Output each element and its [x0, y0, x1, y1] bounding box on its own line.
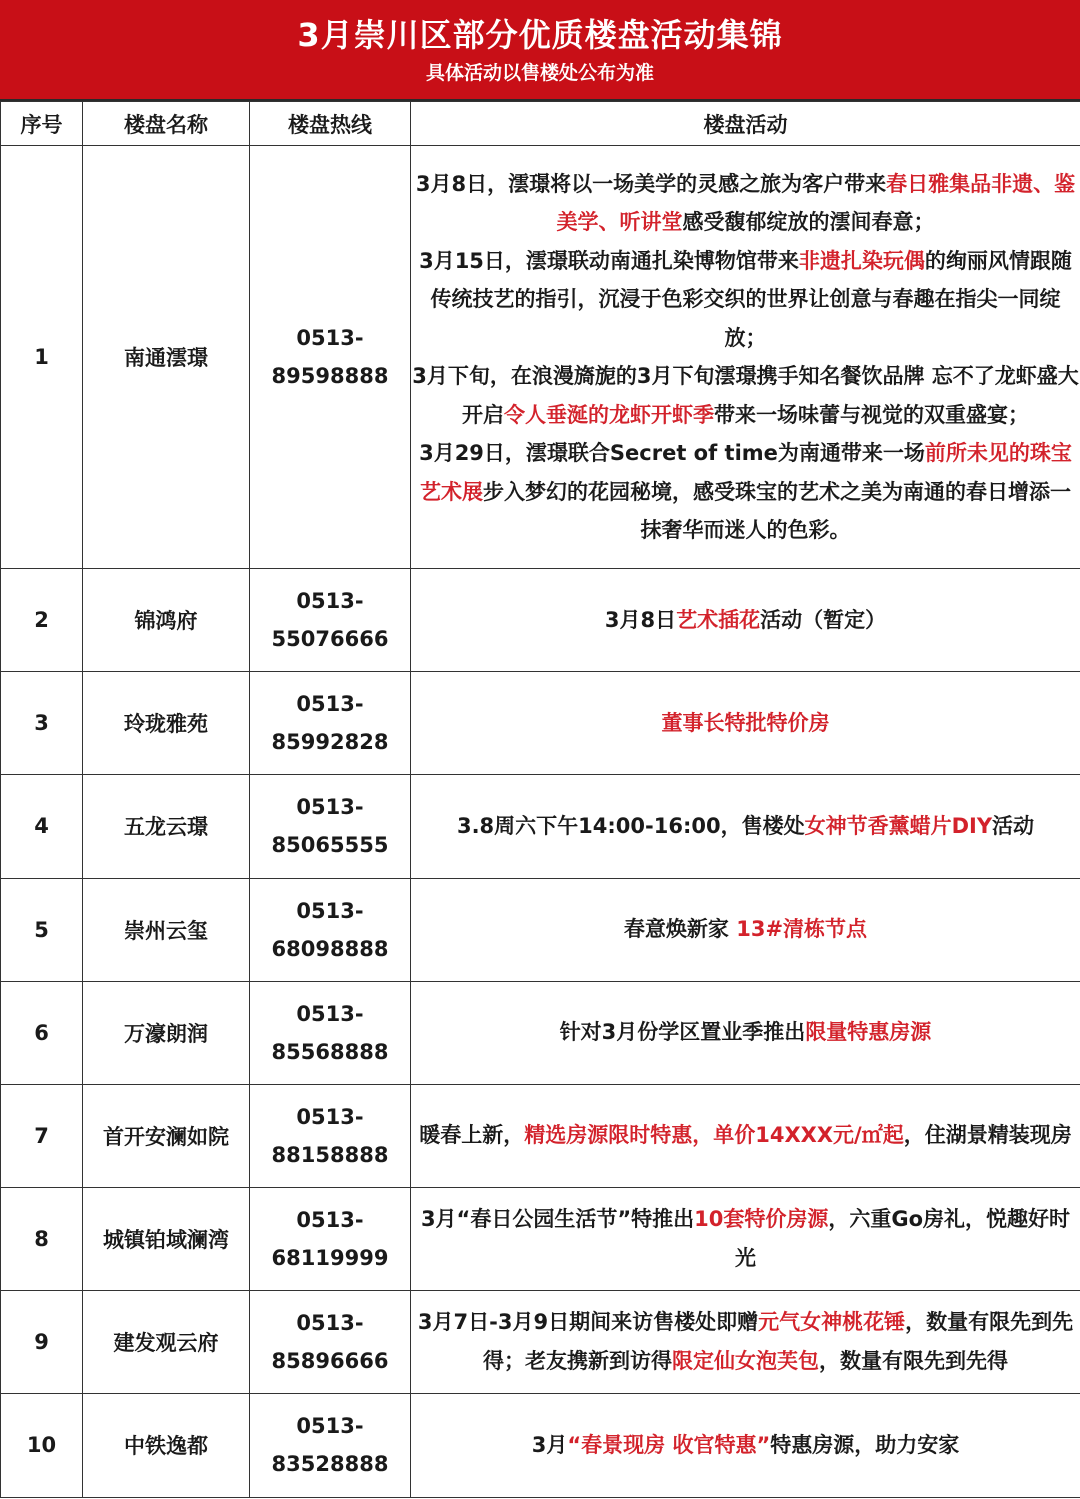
property-hotline — [250, 146, 411, 569]
property-activity — [411, 146, 1080, 569]
hotline-area-code: 0513- — [296, 1001, 364, 1026]
hotline-area-code: 0513- — [296, 898, 364, 923]
activity-highlight: 10套特价房源 — [694, 1207, 829, 1232]
activity-text: 活动 — [992, 814, 1035, 839]
property-name: 南通澐璟 — [83, 146, 250, 569]
column-header-name: 楼盘名称 — [83, 102, 250, 146]
activity-highlight: 精选房源限时特惠，单价14XXX元/㎡起 — [524, 1123, 904, 1148]
property-activity — [411, 1187, 1080, 1290]
property-name: 中铁逸都 — [83, 1393, 250, 1497]
hotline-area-code: 0513- — [296, 326, 364, 351]
property-hotline — [250, 1290, 411, 1393]
hotline-area-code: 0513- — [296, 1207, 364, 1232]
property-hotline — [250, 1393, 411, 1497]
activity-highlight: 非遗扎染玩偶 — [798, 248, 925, 273]
activity-text: 3月8日 — [604, 608, 677, 633]
property-activity — [411, 1393, 1080, 1497]
property-hotline — [250, 775, 411, 878]
hotline-number: 85065555 — [271, 833, 389, 858]
row-number: 4 — [1, 775, 83, 878]
hotline-area-code: 0513- — [296, 1104, 364, 1129]
column-header-number: 序号 — [1, 102, 83, 146]
activity-text: 活动（暂定） — [760, 608, 887, 633]
activity-text: 3月8日，澐璟将以一场美学的灵感之旅为客户带来 — [415, 171, 887, 196]
table-row — [1, 775, 1080, 878]
activity-text: 3月29日，澐璟联合Secret of time为南通带来一场 — [419, 441, 925, 466]
table-row — [1, 1393, 1080, 1497]
activity-text: 感受馥郁绽放的澐间春意； — [682, 210, 935, 235]
hotline-number: 55076666 — [271, 627, 389, 652]
activity-highlight: “春景现房 收官特惠” — [567, 1433, 771, 1458]
property-activity — [411, 1084, 1080, 1187]
activity-text: 3月“春日公园生活节”特推出 — [420, 1207, 695, 1232]
property-name: 五龙云璟 — [83, 775, 250, 878]
property-activity — [411, 878, 1080, 981]
activity-text: 特惠房源，助力安家 — [770, 1433, 960, 1458]
property-hotline — [250, 1187, 411, 1290]
activity-text: 针对3月份学区置业季推出 — [559, 1020, 806, 1045]
activity-highlight: 限定仙女泡芙包 — [672, 1348, 819, 1373]
hotline-area-code: 0513- — [296, 692, 364, 717]
activity-highlight: 艺术插花 — [676, 608, 761, 633]
hotline-area-code: 0513- — [296, 589, 364, 614]
hotline-number: 88158888 — [271, 1142, 389, 1167]
hotline-number: 89598888 — [271, 364, 389, 389]
activity-highlight: 前所未见的珠宝艺术展 — [420, 441, 1072, 504]
table-row — [1, 878, 1080, 981]
page-title: 3月崇川区部分优质楼盘活动集锦 — [297, 16, 783, 54]
property-hotline — [250, 672, 411, 775]
row-number: 5 — [1, 878, 83, 981]
row-number: 6 — [1, 981, 83, 1084]
table-row — [1, 1187, 1080, 1290]
property-activity-table — [0, 101, 1080, 1498]
table-row — [1, 981, 1080, 1084]
property-name: 崇州云玺 — [83, 878, 250, 981]
table-row — [1, 1084, 1080, 1187]
property-activity — [411, 981, 1080, 1084]
property-activity — [411, 1290, 1080, 1393]
hotline-number: 68119999 — [271, 1245, 389, 1270]
row-number: 7 — [1, 1084, 83, 1187]
property-hotline — [250, 1084, 411, 1187]
property-activity — [411, 775, 1080, 878]
property-hotline — [250, 981, 411, 1084]
activity-text: ，数量有限先到先得 — [819, 1348, 1008, 1373]
property-name: 万濠朗润 — [83, 981, 250, 1084]
row-number: 8 — [1, 1187, 83, 1290]
activity-text: 暖春上新， — [419, 1123, 525, 1148]
row-number: 1 — [1, 146, 83, 569]
hotline-number: 85896666 — [271, 1348, 389, 1373]
hotline-number: 83528888 — [271, 1452, 389, 1477]
row-number: 2 — [1, 569, 83, 672]
activity-text: 3.8周六下午14:00-16:00，售楼处 — [456, 814, 805, 839]
property-hotline — [250, 569, 411, 672]
property-name: 首开安澜如院 — [83, 1084, 250, 1187]
row-number: 10 — [1, 1393, 83, 1497]
column-header-activity: 楼盘活动 — [411, 102, 1080, 146]
page-subtitle: 具体活动以售楼处公布为准 — [425, 62, 654, 84]
activity-highlight: 春日雅集品非遗、鉴美学、听讲堂 — [556, 171, 1076, 235]
activity-highlight: 元气女神桃花锤 — [758, 1310, 906, 1335]
property-activity — [411, 672, 1080, 775]
hotline-number: 68098888 — [271, 936, 389, 961]
activity-highlight: 女神节香薰蜡片DIY — [804, 814, 993, 839]
activity-text: 3月7日-3月9日期间来访售楼处即赠 — [417, 1310, 759, 1335]
activity-text: 的绚丽风情跟随传统技艺的指引，沉浸于色彩交织的世界让创意与春趣在指尖一同绽放； — [430, 248, 1072, 350]
hotline-number: 85568888 — [271, 1039, 389, 1064]
activity-text: 带来一场味蕾与视觉的双重盛宴； — [714, 402, 1029, 427]
activity-highlight: 13#清栋节点 — [736, 917, 868, 942]
activity-text: 3月 — [531, 1433, 568, 1458]
property-name: 建发观云府 — [83, 1290, 250, 1393]
property-name: 锦鸿府 — [83, 569, 250, 672]
property-activity — [411, 569, 1080, 672]
activity-text: ，数量有限先到先得；老友携新到访得 — [483, 1310, 1074, 1373]
column-header-phone: 楼盘热线 — [250, 102, 411, 146]
table-row — [1, 672, 1080, 775]
activity-text: ，六重Go房礼，悦趣好时光 — [735, 1207, 1071, 1270]
table-row — [1, 1290, 1080, 1393]
activity-highlight: 令人垂涎的龙虾开虾季 — [504, 402, 714, 427]
property-name: 城镇铂域澜湾 — [83, 1187, 250, 1290]
row-number: 3 — [1, 672, 83, 775]
row-number: 9 — [1, 1290, 83, 1393]
property-name: 玲珑雅苑 — [83, 672, 250, 775]
activity-highlight: 董事长特批特价房 — [661, 711, 830, 736]
table-header-row — [1, 102, 1080, 146]
table-row — [1, 146, 1080, 569]
hotline-area-code: 0513- — [296, 795, 364, 820]
header-banner — [0, 0, 1080, 101]
hotline-area-code: 0513- — [296, 1310, 364, 1335]
hotline-number: 85992828 — [271, 730, 389, 755]
activity-text: 3月15日，澐璟联动南通扎染博物馆带来 — [419, 248, 799, 273]
property-hotline — [250, 878, 411, 981]
activity-text: ，住湖景精装现房 — [903, 1123, 1072, 1148]
activity-highlight: 限量特惠房源 — [805, 1020, 932, 1045]
activity-text: 步入梦幻的花园秘境，感受珠宝的艺术之美为南通的春日增添一抹奢华而迷人的色彩。 — [483, 479, 1071, 543]
activity-text: 3月下旬，在浪漫旖旎的3月下旬澐璟携手知名餐饮品牌 忘不了龙虾盛大开启 — [412, 364, 1079, 427]
activity-text: 春意焕新家 — [623, 917, 737, 942]
table-row — [1, 569, 1080, 672]
hotline-area-code: 0513- — [296, 1414, 364, 1439]
